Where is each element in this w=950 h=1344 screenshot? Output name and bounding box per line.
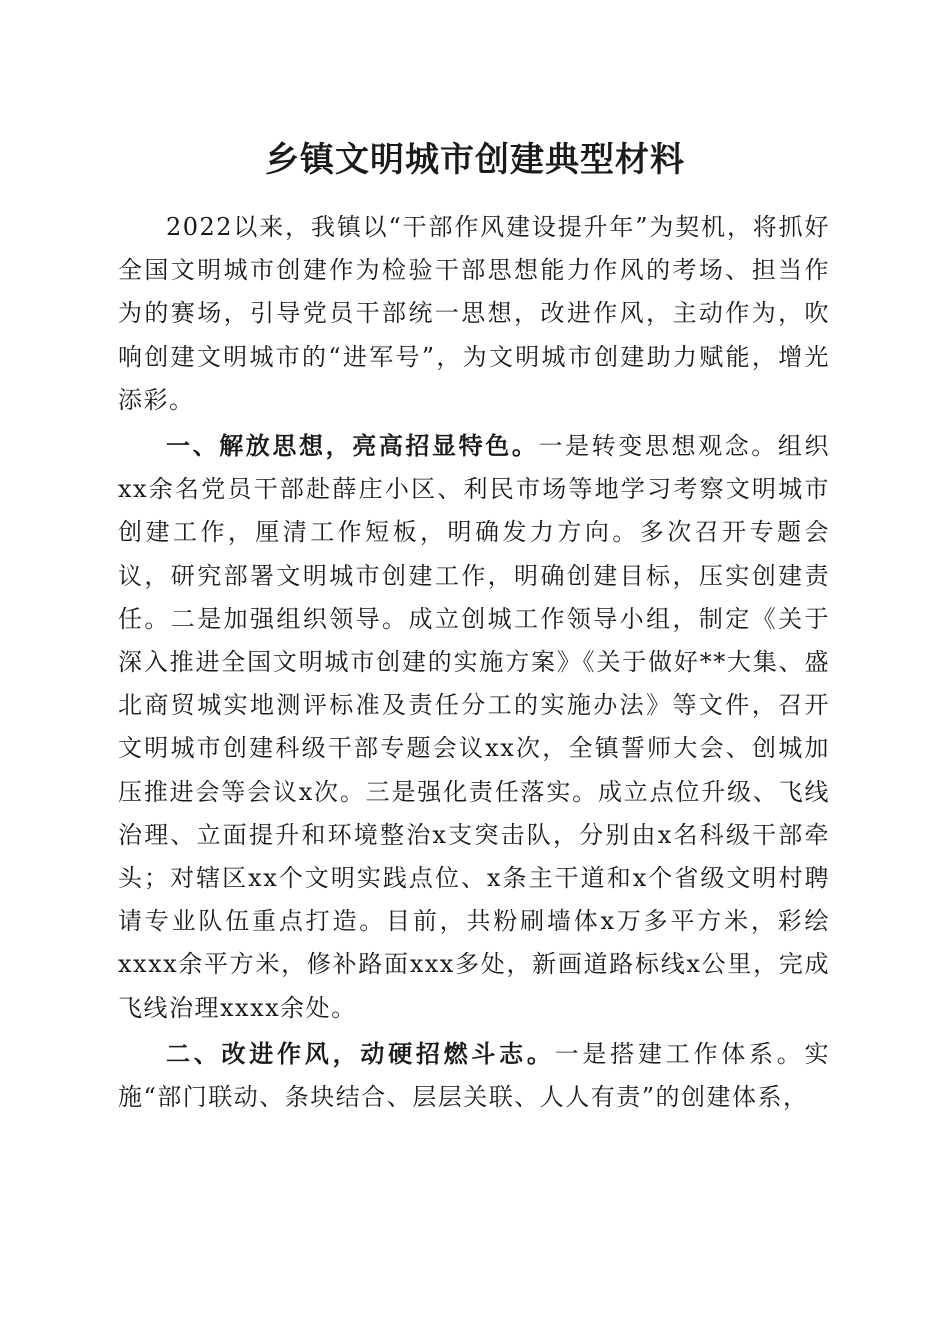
- document-body: [118, 205, 830, 1121]
- section-heading: 二、改进作风，动硬招燃斗志。: [166, 1038, 555, 1068]
- paragraph-text: 一是搭建工作体系。实施“部门联动、条块结合、层层关联、人人有责”的创建体系，: [118, 1039, 831, 1112]
- paragraph-text: 2022以来，我镇以“干部作风建设提升年”为契机，将抓好全国文明城市创建作为检验干部思想能力作风的考场、担当作为的赛场，引导党员干部统一思想，改进作风，主动作为，吹响创建文明城市的“进军号”，为文明城市创建助力赋能，增光添彩。: [118, 213, 830, 414]
- paragraph-intro: [118, 205, 830, 422]
- document-title: 乡镇文明城市创建典型材料: [265, 140, 685, 180]
- paragraph-section-1: [118, 424, 830, 1030]
- section-heading: 一、解放思想，亮高招显特色。: [166, 431, 539, 461]
- paragraph-text: 一是转变思想观念。组织xx余名党员干部赴薛庄小区、利民市场等地学习考察文明城市创建工作，厘清工作短板，明确发力方向。多次召开专题会议，研究部署文明城市创建工作，明确创建目标，压实创建责任。二是加强组织领导。成立创城工作领导小组，制定《关于深入推进全国文明城市创建的实施方案》《关于做好**大集、盛北商贸城实地测评标准及责任分工的实施办法》等文件，召开文明城市创建科级干部专题会议xx次，全镇誓师大会、创城加压推进会等会议x次。三是强化责任落实。成立点位升级、飞线治理、立面提升和环境整治x支突击队，分别由x名科级干部牵头；对辖区xx个文明实践点位、x条主干道和x个省级文明村聘请专业队伍重点打造。目前，共粉刷墙体x万多平方米，彩绘xxxx余平方米，修补路面xxx多处，新画道路标线x公里，完成飞线治理xxxx余处。: [118, 432, 831, 1022]
- paragraph-section-2: [118, 1032, 830, 1119]
